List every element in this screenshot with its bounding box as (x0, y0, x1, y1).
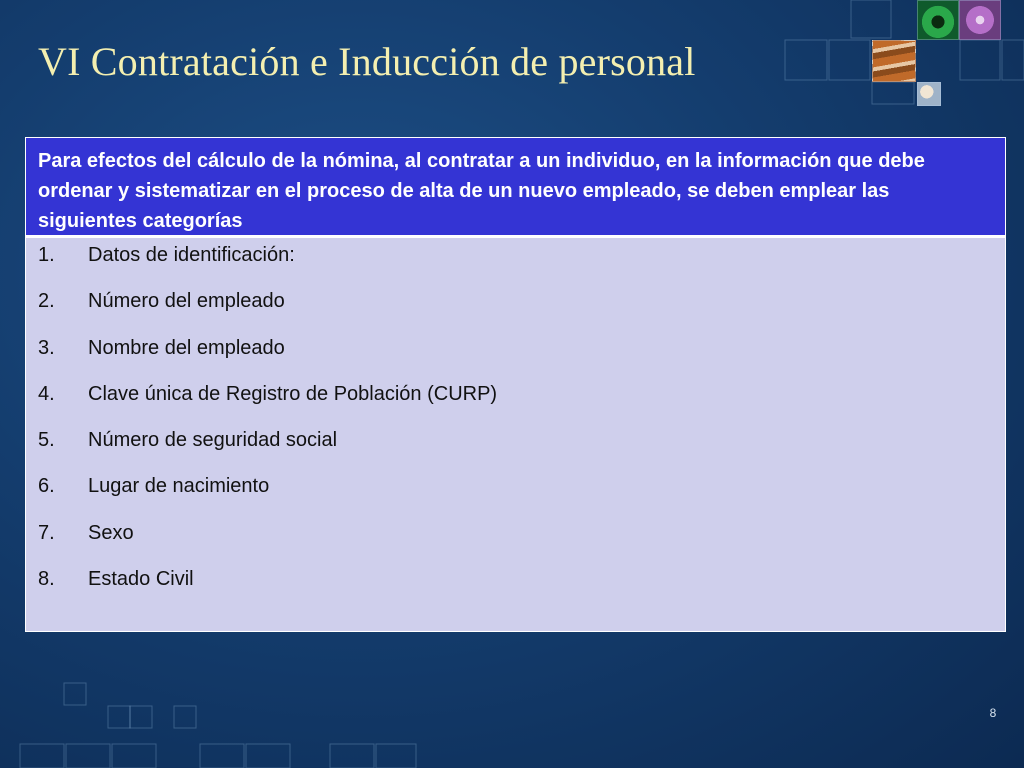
item-text: Sexo (88, 521, 134, 544)
item-text: Lugar de nacimiento (88, 475, 270, 498)
list-item (38, 522, 1005, 568)
flower-image (959, 0, 1001, 40)
item-text: Número del empleado (88, 290, 285, 313)
item-text: Datos de identificación: (88, 244, 295, 266)
item-number: 5. (38, 429, 55, 452)
list-item (38, 568, 1005, 614)
item-text: Nombre del empleado (88, 336, 285, 359)
item-text: Número de seguridad social (88, 429, 338, 452)
category-list (26, 238, 1005, 614)
list-item (38, 290, 1005, 336)
content-table (25, 137, 1006, 632)
item-number: 7. (38, 521, 55, 544)
hand-image (917, 82, 941, 106)
table-header: Para efectos del cálculo de la nómina, al contratar a un individuo, en la información que debe ordenar y sistematizar en el proceso de alta de un nuevo empleado, se deben emplear las siguientes categorías (26, 138, 1005, 238)
item-text: Estado Civil (88, 568, 194, 591)
item-number: 8. (38, 568, 55, 591)
item-number: 2. (38, 290, 55, 313)
item-number: 3. (38, 336, 55, 359)
item-number: 4. (38, 382, 55, 405)
eye-image (917, 0, 959, 40)
item-text: Clave única de Registro de Población (CURP) (88, 382, 498, 405)
item-number: 6. (38, 475, 55, 498)
slide-title: VI Contratación e Inducción de personal (38, 39, 696, 84)
keyboard-image (872, 40, 916, 82)
list-item (38, 383, 1005, 429)
list-item (38, 475, 1005, 521)
list-item (38, 429, 1005, 475)
list-item (38, 244, 1005, 290)
list-item (38, 337, 1005, 383)
item-number: 1. (38, 244, 55, 266)
page-number: 8 (989, 706, 997, 720)
